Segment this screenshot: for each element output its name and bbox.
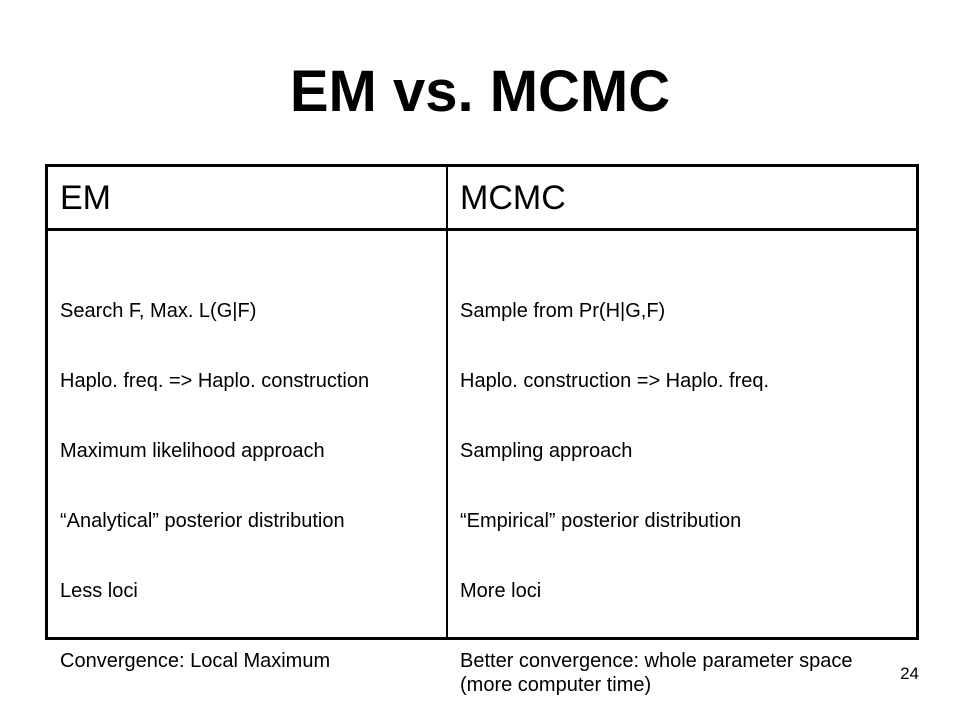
mcmc-cell-row-5: More loci [460, 580, 542, 602]
em-cell-row-5: Less loci [60, 580, 138, 602]
em-cell-row-1: Search F, Max. L(G|F) [60, 300, 257, 322]
header-mcmc: MCMC [460, 179, 566, 217]
page-number: 24 [900, 664, 919, 683]
header-em: EM [48, 167, 448, 228]
mcmc-cell-row-1: Sample from Pr(H|G,F) [460, 300, 666, 322]
em-cell-row-2: Haplo. freq. => Haplo. construction [60, 370, 370, 392]
mcmc-cell-row-2: Haplo. construction => Haplo. freq. [460, 370, 770, 392]
mcmc-cell-row-4: “Empirical” posterior distribution [460, 510, 742, 532]
table-header-row [48, 167, 916, 231]
em-column [48, 231, 448, 672]
em-cell-row-4: “Analytical” posterior distribution [60, 510, 345, 532]
em-cell-row-3: Maximum likelihood approach [60, 440, 325, 462]
em-cell-row-6: Convergence: Local Maximum [60, 650, 331, 672]
mcmc-cell-row-6: Better convergence: whole parameter space (more computer time) [460, 650, 853, 696]
mcmc-cell-row-3: Sampling approach [460, 440, 633, 462]
slide-title: EM vs. MCMC [289, 59, 671, 124]
